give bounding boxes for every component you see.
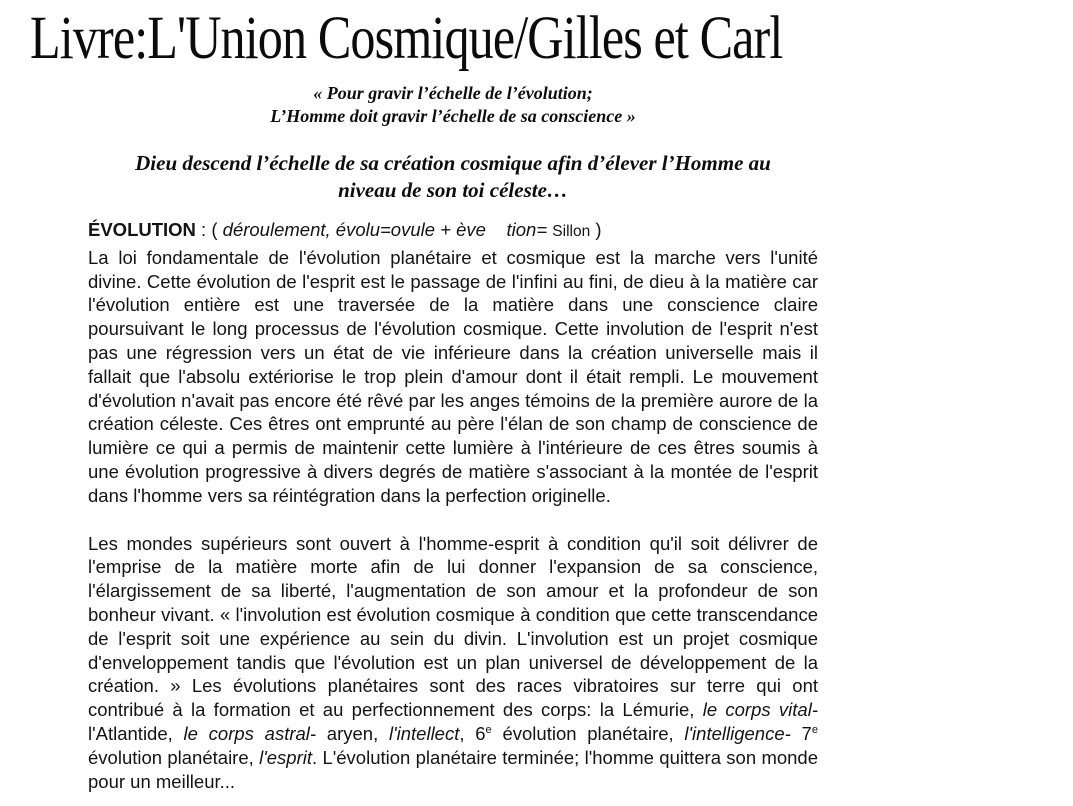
document-page bbox=[0, 3, 1073, 806]
epigraph-quote bbox=[88, 82, 818, 128]
evolution-definition-line: ÉVOLUTION : ( déroulement, évolu=ovule + ève tion= Sillon ) bbox=[88, 218, 602, 240]
paragraph-higher-worlds: Les mondes supérieurs sont ouvert à l'homme-esprit à condition qu'il soit délivrer de l'emprise de la matière morte afin de lui donner l'expansion de sa conscience, l'élargissement de sa liberté, l'augmentation de son amour et la profondeur de son bonheur vivant. « l'involution est évolution cosmique à condition que cette transcendance de l'esprit soit une expérience au sein du divin. L'involution est un projet cosmique d'enveloppement tandis que l'évolution est un plan universel de développement de la création. » Les évolutions planétaires sont des races vibratoires sur terre qui ont contribué à la formation et au perfectionnement des corps: la Lémurie, le corps vital- l'Atlantide, le corps astral- aryen, l'intellect, 6e évolution planétaire, l'intelligence- 7e évolution planétaire, l'esprit. L'évolution planétaire terminée; l'homme quittera son monde pour un meilleur... bbox=[88, 532, 819, 792]
epigraph-line-1: « Pour gravir l’échelle de l’évolution; bbox=[313, 82, 593, 103]
paragraph-evolution-law: La loi fondamentale de l'évolution planétaire et cosmique est la marche vers l'unité divine. Cette évolution de l'esprit est le passage de l'infini au fini, de dieu à la matière car l'évolution entière est une traversée de la matière dans une conscience claire poursuivant le long processus de l'évolution cosmique. Cette involution de l'esprit n'est pas une régression vers un état de vie inférieure dans la création universelle mais il fallait que l'absolu extériorise le trop plein d'amour dont il était rempli. Le mouvement d'évolution n'avait pas encore été rêvé par les anges témoins de la première aurore de la création céleste. Ces êtres ont emprunté au père l'élan de son champ de conscience de lumière ce qui a permis de maintenir cette lumière à l'intérieure de ces êtres soumis à une évolution progressive à divers degrés de matière s'associant à la montée de l'esprit dans l'homme vers sa réintégration dans la perfection originelle. bbox=[88, 246, 818, 506]
page-title: Livre:L'Union Cosmique/Gilles et Carl bbox=[30, 3, 783, 72]
epigraph-line-2: L’Homme doit gravir l’échelle de sa conscience » bbox=[270, 105, 636, 126]
subtitle-line-2: niveau de son toi céleste… bbox=[338, 177, 568, 202]
subtitle-line-1: Dieu descend l’échelle de sa création cosmique afin d’élever l’Homme au bbox=[135, 150, 771, 175]
subtitle-quote bbox=[88, 150, 818, 204]
document-body bbox=[88, 82, 818, 794]
